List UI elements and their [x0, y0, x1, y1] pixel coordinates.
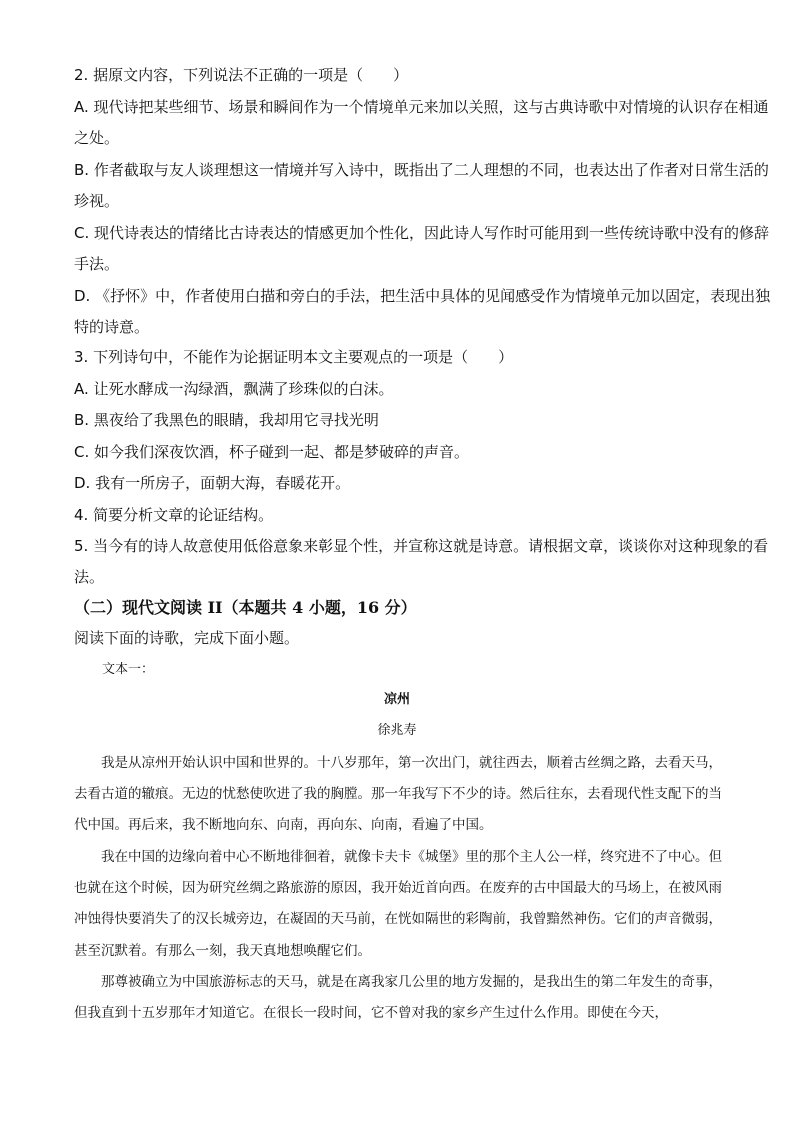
question-2-option-a-cont: 之处。 — [74, 129, 120, 147]
question-2-option-a: A. 现代诗把某些细节、场景和瞬间作为一个情境单元来加以关照，这与古典诗歌中对情境的认识存在相通 — [74, 98, 769, 116]
text-label: 文本一： — [102, 662, 155, 677]
question-2-option-d: D. 《抒怀》中，作者使用白描和旁白的手法，把生活中具体的见闻感受作为情境单元加以固定，表现出独 — [74, 287, 771, 305]
question-2-option-c-cont: 手法。 — [74, 255, 120, 273]
question-3-option-a: A. 让死水酵成一沟绿酒，飘满了珍珠似的白沫。 — [74, 380, 394, 398]
section-heading: （二）现代文阅读 II（本题共 4 小题，16 分） — [74, 598, 417, 617]
article-paragraph-1: 我是从凉州开始认识中国和世界的。十八岁那年，第一次出门，就往西去，顺着古丝绸之路，去看天马，去看古道的辙痕。无边的忧愁使吹进了我的胸膛。那一年我写下不少的诗。然后往东，去看现代性支配下的当代中国。再后来，我不断地向东、向南，再向东、向南，看遍了中国。 — [74, 755, 722, 834]
question-5-stem: 5. 当今有的诗人故意使用低俗意象来彰显个性，并宣称这就是诗意。请根据文章，谈谈你对这种现象的看 — [74, 537, 769, 555]
article-paragraph-2: 我在中国的边缘向着中心不断地徘徊着，就像卡夫卡《城堡》里的那个主人公一样，终究进不了中心。但也就在这个时候，因为研究丝绸之路旅游的原因，我开始近首向西。在废弃的古中国最大的马场上，在被风雨冲蚀得快要消失了的汉长城旁边，在凝固的天马前，在恍如隔世的彩陶前，我曾黯然神伤。它们的声音微弱，甚至沉默着。有那么一刻，我天真地想唤醒它们。 — [74, 849, 722, 959]
question-3-option-d: D. 我有一所房子，面朝大海，春暖花开。 — [74, 474, 351, 492]
question-3-option-b: B. 黑夜给了我黑色的眼睛，我却用它寻找光明 — [74, 411, 379, 429]
question-3-stem: 3. 下列诗句中，不能作为论据证明本文主要观点的一项是（ ） — [74, 348, 514, 366]
question-4-stem: 4. 简要分析文章的论证结构。 — [74, 506, 274, 524]
question-5-stem-cont: 法。 — [74, 568, 105, 586]
section-instruction: 阅读下面的诗歌，完成下面小题。 — [74, 629, 300, 647]
question-2-option-b: B. 作者截取与友人谈理想这一情境并写入诗中，既指出了二人理想的不同，也表达出了作者对日常生活的 — [74, 161, 769, 179]
article-author: 徐兆寿 — [377, 723, 417, 738]
question-2-stem: 2. 据原文内容，下列说法不正确的一项是（ ） — [74, 66, 409, 84]
question-3-option-c: C. 如今我们深夜饮酒，杯子碰到一起、都是梦破碎的声音。 — [74, 443, 470, 461]
question-2-option-d-cont: 特的诗意。 — [74, 318, 150, 336]
article-paragraph-3: 那尊被确立为中国旅游标志的天马，就是在离我家几公里的地方发掘的，是我出生的第二年发生的奇事，但我直到十五岁那年才知道它。在很长一段时间，它不曾对我的家乡产生过什么作用。即使在今天， — [74, 974, 722, 1022]
question-2-option-c: C. 现代诗表达的情绪比古诗表达的情感更加个性化，因此诗人写作时可能用到一些传统诗歌中没有的修辞 — [74, 224, 770, 242]
article-title: 凉州 — [383, 692, 410, 707]
question-2-option-b-cont: 珍视。 — [74, 192, 120, 210]
